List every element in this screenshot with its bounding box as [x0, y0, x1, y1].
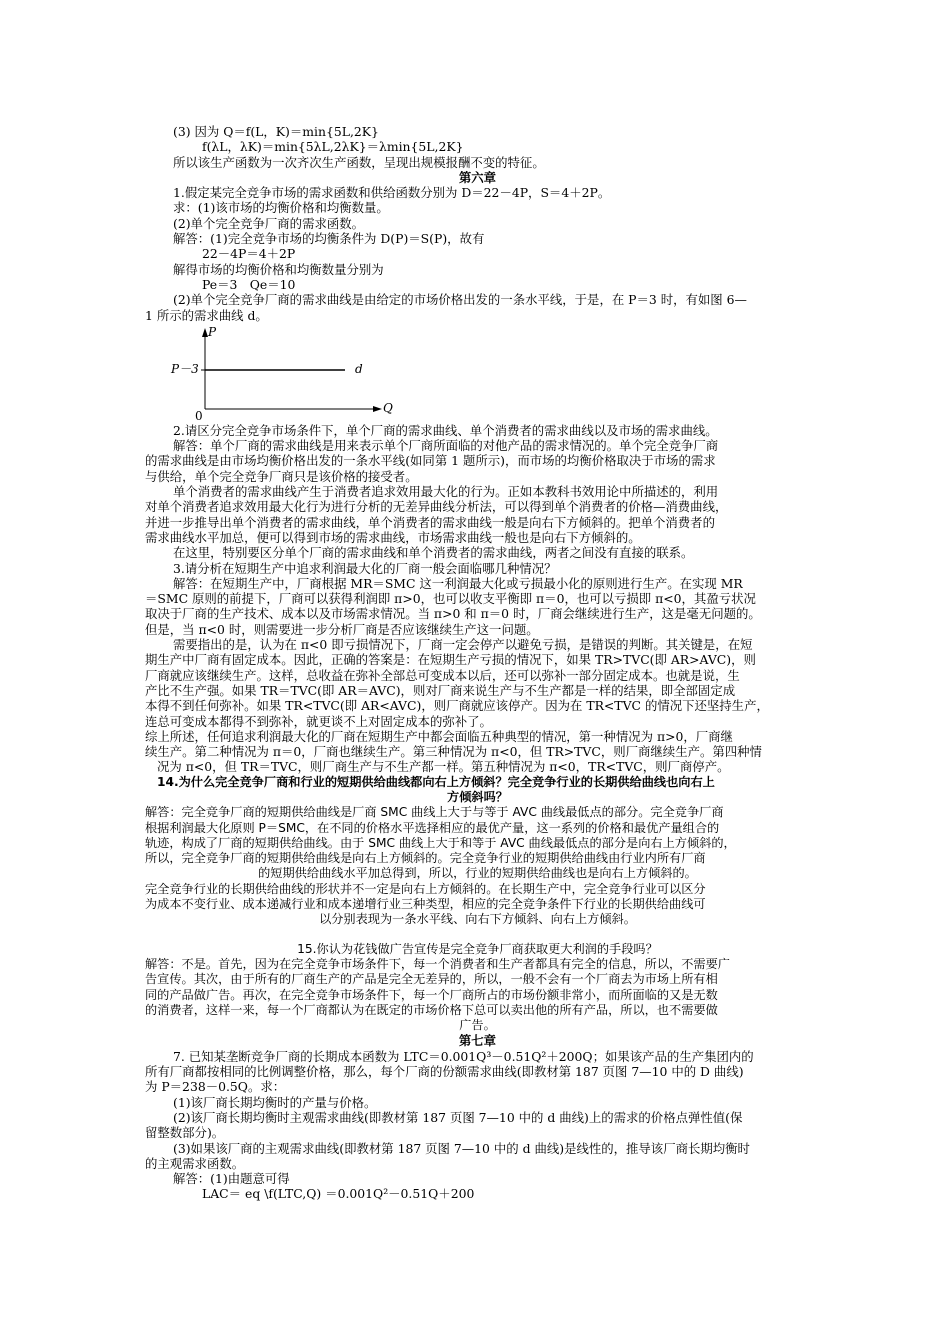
price-level-label: P－3: [171, 361, 199, 376]
origin-label: 0: [195, 408, 203, 423]
answer-14-line: 轨迹，构成了厂商的短期供给曲线。由于 SMC 曲线上大于和等于 AVC 曲线最低点的部分是向右上方倾斜的，: [145, 835, 736, 850]
text-line: 综上所述，任何追求利润最大化的厂商在短期生产中都会面临五种典型的情况，第一种情况为 π>0，厂商继: [145, 728, 733, 744]
text-line: 但是，当 π<0 时，则需要进一步分析厂商是否应该继续生产这一问题。: [145, 621, 539, 637]
text-line: 厂商就应该继续生产。这样，总收益在弥补全部总可变成本以后，还可以弥补一部分固定成本。也就是说，生: [145, 667, 740, 683]
text-line: 本得不到任何弥补。如果 TR<TVC(即 AR<AVC)，则厂商就应该停产。因为在 TR<TVC 的情况下还坚持生产，: [145, 698, 769, 714]
x-axis-arrow: [373, 406, 382, 412]
answer-14-line: 所以，完全竞争厂商的短期供给曲线是向右上方倾斜的。完全竞争行业的短期供给曲线由行业内所有厂商: [145, 851, 706, 866]
text-line: 连总可变成本都得不到弥补，就更谈不上对固定成本的弥补了。: [145, 713, 492, 729]
answer-15-line: 广告。: [459, 1018, 496, 1033]
text-line: 留整数部分)。: [145, 1125, 225, 1141]
y-axis-label: P: [208, 324, 217, 339]
text-line: 22－4P＝4＋2P: [202, 246, 296, 262]
text-line: 续生产。第二种情况为 π＝0，厂商也继续生产。第三种情况为 π<0，但 TR>TVC，则厂商继续生产。第四种情: [145, 744, 762, 760]
text-line: 产比不生产强。如果 TR＝TVC(即 AR＝AVC)，则对厂商来说生产与不生产都是一样的结果，即全部固定成: [145, 682, 736, 698]
text-line: 所以该生产函数为一次齐次生产函数，呈现出规模报酬不变的特征。: [173, 154, 545, 170]
text-line: 1 所示的需求曲线 d。: [145, 307, 268, 323]
text-line: 解得市场的均衡价格和均衡数量分别为: [173, 261, 384, 277]
question-14: 14.为什么完全竞争厂商和行业的短期供给曲线都向右上方倾斜？完全竞争行业的长期供给曲线也向右上: [157, 774, 715, 789]
document-page: [145, 124, 810, 1202]
text-line: 况为 π<0，但 TR＝TVC，则厂商生产与不生产都一样。第五种情况为 π<0，TR<TVC，则厂商停产。: [157, 759, 730, 775]
text-line: 解答：(1)完全竞争市场的均衡条件为 D(P)＝S(P)，故有: [173, 231, 485, 247]
text-line: 3.请分析在短期生产中追求利润最大化的厂商一般会面临哪几种情况？: [173, 560, 557, 576]
curve-label: d: [355, 361, 363, 376]
answer-14-line: 为成本不变行业、成本递减行业和成本递增行业三种类型，相应的完全竞争条件下行业的长期供给曲线可: [145, 897, 706, 912]
answer-15-line: 解答：不是。首先，因为在完全竞争市场条件下，每一个消费者和生产者都具有完全的信息，所以，不需要广: [145, 956, 730, 971]
text-line: 需要指出的是，认为在 π<0 即亏损情况下，厂商一定会停产以避免亏损，是错误的判断。其关键是，在短: [173, 637, 753, 653]
answer-15-line: 的消费者，这样一来，每一个厂商都认为在既定的市场价格下总可以卖出他的所有产品，所以，也不需要做: [145, 1002, 718, 1017]
chapter-7-heading: 第七章: [458, 1033, 497, 1049]
text-line: 1.假定某完全竞争市场的需求函数和供给函数分别为 D＝22－4P，S＝4＋2P。: [173, 185, 611, 201]
text-line: (2)该厂商长期均衡时主观需求曲线(即教材第 187 页图 7—10 中的 d 曲线)上的需求的价格点弹性值(保: [173, 1109, 743, 1125]
text-line: 的主观需求函数。: [145, 1155, 245, 1171]
text-line: 与供给，单个完全竞争厂商只是该价格的接受者。: [145, 468, 418, 484]
text-line: 需求曲线水平加总，便可以得到市场的需求曲线，市场需求曲线一般也是向右下方倾斜的。: [145, 529, 641, 545]
text-line: f(λL，λK)＝min{5λL,2λK}＝λmin{5L,2K}: [202, 139, 464, 155]
text-line: 解答：在短期生产中，厂商根据 MR＝SMC 这一利润最大化或亏损最小化的原则进行生产。在实现 MR: [173, 575, 743, 591]
text-line: 所有厂商都按相同的比例调整价格，那么，每个厂商的份额需求曲线(即教材第 187 页图 7—10 中的 D 曲线): [145, 1064, 744, 1080]
text-line: Pe＝3 Qe＝10: [202, 276, 296, 292]
answer-14-line: 以分别表现为一条水平线、向右下方倾斜、向右上方倾斜。: [319, 912, 636, 927]
text-line: 为 P＝238－0.5Q。求：: [145, 1079, 286, 1095]
answer-14-line: 的短期供给曲线水平加总得到，所以，行业的短期供给曲线也是向右上方倾斜的。: [258, 866, 697, 881]
text-line: 7. 已知某垄断竞争厂商的长期成本函数为 LTC＝0.001Q³－0.51Q²＋200Q；如果该产品的生产集团内的: [173, 1048, 754, 1064]
answer-14-line: 完全竞争行业的长期供给曲线的形状并不一定是向右上方倾斜的。在长期生产中，完全竞争行业可以区分: [145, 881, 706, 896]
text-line: 并进一步推导出单个消费者的需求曲线，单个消费者的需求曲线一般是向右下方倾斜的。把单个消费者的: [145, 514, 715, 530]
formula-line: LAC＝ eq \f(LTC,Q) ＝0.001Q²－0.51Q＋200: [202, 1186, 475, 1202]
demand-curve-figure: [145, 323, 405, 423]
text-line: (2)单个完全竞争厂商的需求曲线是由给定的市场价格出发的一条水平线，于是，在 P＝3 时，有如图 6—: [173, 292, 747, 308]
text-line: (2)单个完全竞争厂商的需求函数。: [173, 215, 365, 231]
question-15: 15.你认为花钱做广告宣传是完全竞争厂商获取更大利润的手段吗？: [297, 941, 658, 956]
answer-15-line: 同的产品做广告。再次，在完全竞争市场条件下，每一个厂商所占的市场份额非常小，而所面临的又是无数: [145, 987, 718, 1002]
text-line: (3)如果该厂商的主观需求曲线(即教材第 187 页图 7—10 中的 d 曲线)是线性的，推导该厂商长期均衡时: [173, 1140, 750, 1156]
question-14-cont: 方倾斜吗？: [447, 789, 508, 804]
text-line: 的需求曲线是由市场均衡价格出发的一条水平线(如同第 1 题所示)，而市场的均衡价格取决于市场的需求: [145, 453, 716, 469]
answer-15-line: 告宣传。其次，由于所有的厂商生产的产品是完全无差异的，所以，一般不会有一个厂商去为市场上所有相: [145, 972, 718, 987]
text-line: 期生产中厂商有固定成本。因此，正确的答案是：在短期生产亏损的情况下，如果 TR>TVC(即 AR>AVC)，则: [145, 652, 756, 668]
text-line: 单个消费者的需求曲线产生于消费者追求效用最大化的行为。正如本教科书效用论中所描述的，利用: [173, 484, 719, 500]
text-line: 解答：(1)由题意可得: [173, 1171, 290, 1187]
text-line: ＝SMC 原则的前提下，厂商可以获得利润即 π>0，也可以收支平衡即 π＝0，也可以亏损即 π<0，其盈亏状况: [145, 591, 756, 607]
chapter-6-heading: 第六章: [458, 169, 497, 185]
text-line: (3) 因为 Q＝f(L，K)＝min{5L,2K}: [173, 124, 379, 139]
answer-14-line: 根据利润最大化原则 P＝SMC，在不同的价格水平选择相应的最优产量，这一系列的价格和最优产量组合的: [145, 820, 720, 835]
answer-14-line: 解答：完全竞争厂商的短期供给曲线是厂商 SMC 曲线上大于与等于 AVC 曲线最低点的部分。完全竞争厂商: [145, 805, 724, 820]
text-line: (1)该厂商长期均衡时的产量与价格。: [173, 1094, 377, 1110]
text-line: 解答：单个厂商的需求曲线是用来表示单个厂商所面临的对他产品的需求情况的。单个完全竞争厂商: [173, 438, 719, 454]
text-line: 求：(1)该市场的均衡价格和均衡数量。: [173, 200, 389, 216]
x-axis-label: Q: [383, 400, 393, 415]
text-line: 在这里，特别要区分单个厂商的需求曲线和单个消费者的需求曲线，两者之间没有直接的联系。: [173, 545, 694, 561]
text-line: 取决于厂商的生产技术、成本以及市场需求情况。当 π>0 和 π＝0 时，厂商会继续进行生产，这是毫无问题的。: [145, 606, 761, 622]
text-line: 对单个消费者追求效用最大化行为进行分析的无差异曲线分析法，可以得到单个消费者的价格—消费曲线，: [145, 499, 728, 515]
text-line: 2.请区分完全竞争市场条件下，单个厂商的需求曲线、单个消费者的需求曲线以及市场的需求曲线。: [173, 422, 718, 438]
